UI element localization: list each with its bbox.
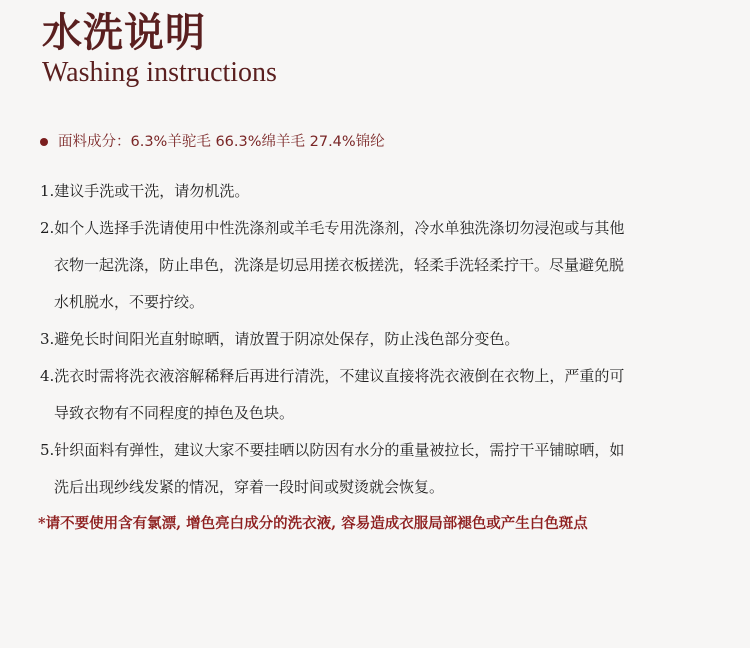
instruction-list (40, 173, 712, 506)
instruction-item (40, 432, 712, 506)
instruction-line: 5.针织面料有弹性，建议大家不要挂晒以防因有水分的重量被拉长，需拧干平铺晾晒，如 (40, 441, 625, 459)
material-composition-text: 面料成分：6.3%羊驼毛 66.3%绵羊毛 27.4%锦纶 (58, 134, 385, 150)
instruction-item (40, 210, 712, 321)
instruction-line: 1.建议手洗或干洗，请勿机洗。 (40, 182, 250, 200)
instruction-line: 3.避免长时间阳光直射晾晒，请放置于阴凉处保存，防止浅色部分变色。 (40, 330, 520, 348)
instruction-line: 2.如个人选择手洗请使用中性洗涤剂或羊毛专用洗涤剂，冷水单独洗涤切勿浸泡或与其他 (40, 219, 625, 237)
instruction-line: 4.洗衣时需将洗衣液溶解稀释后再进行清洗，不建议直接将洗衣液倒在衣物上，严重的可 (40, 367, 625, 385)
page-title-english: Washing instructions (42, 57, 277, 88)
instruction-item (40, 173, 712, 210)
material-composition (40, 130, 385, 154)
page-title-chinese: 水洗说明 (42, 9, 206, 56)
instruction-item (40, 358, 712, 432)
bullet-dot-icon (40, 138, 48, 146)
instruction-line: 导致衣物有不同程度的掉色及色块。 (54, 404, 295, 422)
instruction-item (40, 321, 712, 358)
instruction-line: 洗后出现纱线发紧的情况，穿着一段时间或熨烫就会恢复。 (54, 478, 445, 496)
warning-note: *请不要使用含有氯漂, 增色亮白成分的洗衣液, 容易造成衣服局部褪色或产生白色斑点 (38, 515, 588, 532)
instruction-line: 水机脱水，不要拧绞。 (54, 293, 205, 311)
instruction-line: 衣物一起洗涤，防止串色，洗涤是切忌用搓衣板搓洗，轻柔手洗轻柔拧干。尽量避免脱 (54, 256, 625, 274)
